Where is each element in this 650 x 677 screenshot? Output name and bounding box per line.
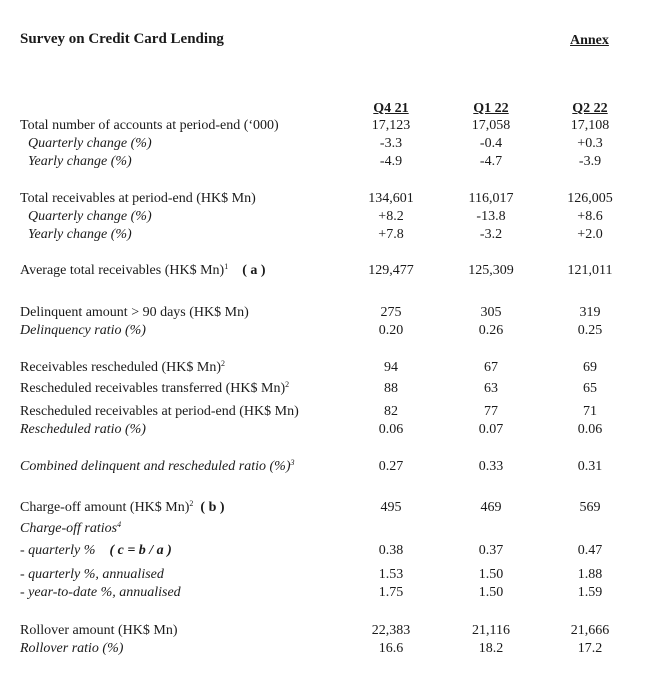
cell: 305	[480, 305, 502, 320]
cell: 88	[384, 381, 398, 396]
row-label	[20, 359, 225, 377]
row-label-text: Combined delinquent and rescheduled ratio (%)	[20, 459, 291, 474]
column-header: Q1 22	[473, 101, 509, 116]
cell: -4.9	[379, 154, 403, 169]
cell: +0.3	[577, 136, 603, 151]
cell: -4.7	[479, 154, 503, 169]
row-label: - quarterly %, annualised	[20, 567, 164, 582]
table-row	[0, 304, 650, 322]
cell: 0.20	[378, 323, 404, 338]
row-label: Quarterly change (%)	[28, 136, 152, 151]
row-label: Yearly change (%)	[28, 227, 132, 242]
cell: 94	[384, 360, 398, 375]
cell: 121,011	[567, 263, 613, 278]
row-label: Total receivables at period-end (HK$ Mn)	[20, 191, 256, 206]
cell: 21,116	[472, 623, 510, 638]
cell: 17,058	[471, 118, 511, 133]
cell: 17,108	[570, 118, 610, 133]
cell: 495	[380, 500, 402, 515]
cell: 69	[583, 360, 597, 375]
footnote-marker: 1	[224, 262, 229, 271]
cell: 1.59	[577, 585, 603, 600]
formula-tag: ( c = b / a )	[109, 543, 172, 558]
table-row	[0, 584, 650, 602]
footnote-marker: 2	[220, 359, 225, 368]
table-row	[0, 520, 650, 538]
table-row	[0, 403, 650, 421]
cell: 1.53	[378, 567, 404, 582]
cell: +8.6	[577, 209, 603, 224]
cell: 134,601	[368, 191, 414, 206]
cell: 569	[579, 500, 601, 515]
row-label: Yearly change (%)	[28, 154, 132, 169]
row-label-text: - quarterly %	[20, 543, 96, 558]
table-row	[0, 117, 650, 135]
cell: -3.3	[379, 136, 403, 151]
cell: -3.2	[479, 227, 503, 242]
row-label: Rescheduled receivables at period-end (HK$ Mn)	[20, 404, 299, 419]
row-label: Rollover ratio (%)	[20, 641, 124, 656]
cell: 1.50	[478, 585, 504, 600]
cell: 275	[380, 305, 402, 320]
cell: 116,017	[468, 191, 514, 206]
row-label	[20, 499, 225, 517]
cell: 0.37	[478, 543, 504, 558]
footnote-marker: 2	[189, 499, 194, 508]
cell: -3.9	[578, 154, 602, 169]
footnote-marker: 4	[117, 520, 122, 529]
cell: 1.50	[478, 567, 504, 582]
cell: 67	[484, 360, 498, 375]
cell: 65	[583, 381, 597, 396]
table-row	[0, 208, 650, 226]
cell: 82	[384, 404, 398, 419]
cell: 319	[579, 305, 601, 320]
table-row	[0, 190, 650, 208]
cell: 16.6	[378, 641, 404, 656]
row-label: Rollover amount (HK$ Mn)	[20, 623, 178, 638]
cell: 18.2	[478, 641, 504, 656]
cell: -13.8	[476, 209, 506, 224]
cell: +2.0	[577, 227, 603, 242]
row-label	[20, 520, 121, 538]
table-row	[0, 322, 650, 340]
cell: 0.38	[378, 543, 404, 558]
row-label	[20, 542, 172, 560]
column-header: Q2 22	[572, 101, 608, 116]
table-row	[0, 640, 650, 658]
cell: 71	[583, 404, 597, 419]
annex-label: Annex	[570, 33, 609, 48]
cell: -0.4	[479, 136, 503, 151]
row-label: Rescheduled ratio (%)	[20, 422, 146, 437]
cell: 0.27	[378, 459, 404, 474]
row-label	[20, 262, 266, 280]
column-header-row	[0, 100, 650, 118]
row-label-text: Charge-off ratios	[20, 521, 118, 536]
row-label-text: Charge-off amount (HK$ Mn)	[20, 500, 190, 515]
row-label: Quarterly change (%)	[28, 209, 152, 224]
row-label: Total number of accounts at period-end (‘000)	[20, 118, 279, 133]
cell: 1.88	[577, 567, 603, 582]
cell: 17,123	[371, 118, 411, 133]
document-title: Survey on Credit Card Lending	[20, 31, 224, 47]
cell: 126,005	[567, 191, 613, 206]
cell: 0.25	[577, 323, 603, 338]
table-row	[0, 542, 650, 560]
row-label: Delinquency ratio (%)	[20, 323, 146, 338]
cell: 0.31	[577, 459, 603, 474]
cell: 125,309	[468, 263, 514, 278]
cell: 1.75	[378, 585, 404, 600]
formula-tag: ( b )	[200, 500, 225, 515]
table-row	[0, 135, 650, 153]
row-label	[20, 458, 294, 476]
table-row	[0, 499, 650, 517]
footnote-marker: 3	[290, 458, 295, 467]
row-label-text: Receivables rescheduled (HK$ Mn)	[20, 360, 221, 375]
table-row	[0, 622, 650, 640]
cell: +8.2	[378, 209, 404, 224]
column-header: Q4 21	[373, 101, 409, 116]
cell: 22,383	[371, 623, 411, 638]
row-label-text: Rescheduled receivables transferred (HK$ Mn)	[20, 381, 286, 396]
cell: 63	[484, 381, 498, 396]
cell: 0.07	[478, 422, 504, 437]
cell: 0.47	[577, 543, 603, 558]
table-row	[0, 421, 650, 439]
table-row	[0, 380, 650, 398]
cell: 129,477	[368, 263, 414, 278]
table-row	[0, 359, 650, 377]
row-label: - year-to-date %, annualised	[20, 585, 181, 600]
cell: 0.06	[577, 422, 603, 437]
cell: +7.8	[378, 227, 404, 242]
cell: 0.06	[378, 422, 404, 437]
row-label-text: Average total receivables (HK$ Mn)	[20, 263, 225, 278]
formula-tag: ( a )	[242, 263, 266, 278]
cell: 21,666	[570, 623, 610, 638]
cell: 0.26	[478, 323, 504, 338]
table-row	[0, 566, 650, 584]
table-row	[0, 262, 650, 280]
row-label: Delinquent amount > 90 days (HK$ Mn)	[20, 305, 249, 320]
table-row	[0, 226, 650, 244]
row-label	[20, 380, 289, 398]
cell: 469	[480, 500, 502, 515]
cell: 77	[484, 404, 498, 419]
table-row	[0, 458, 650, 476]
cell: 0.33	[478, 459, 504, 474]
table-row	[0, 153, 650, 171]
cell: 17.2	[577, 641, 603, 656]
footnote-marker: 2	[285, 380, 290, 389]
